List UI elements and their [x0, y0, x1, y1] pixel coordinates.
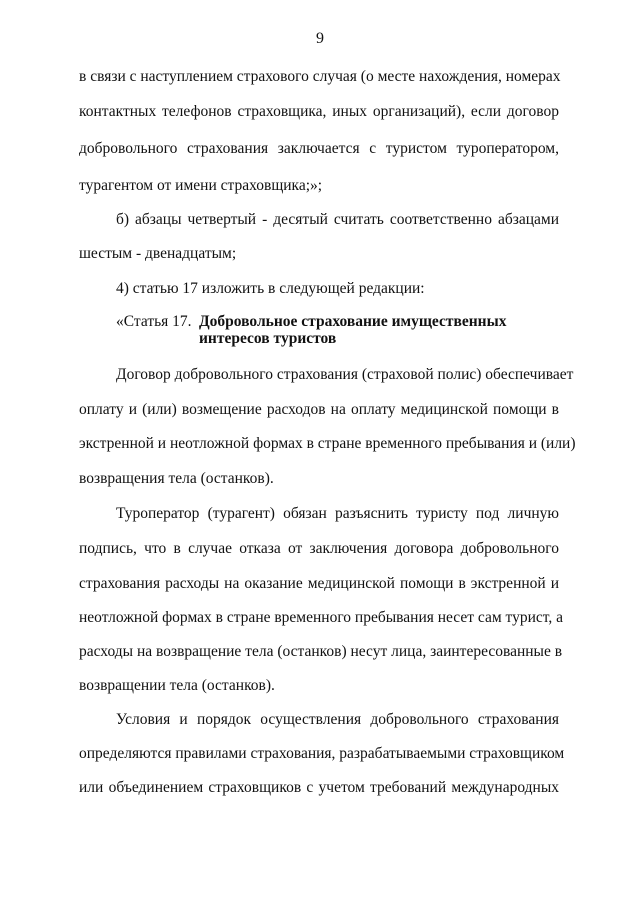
text-line: экстренной и неотложной формах в стране временного пребывания и (или): [79, 435, 576, 452]
text-line: 4) статью 17 изложить в следующей редакции:: [116, 280, 425, 297]
text-line: возвращении тела (останков).: [79, 677, 275, 694]
text-line: неотложной формах в стране временного пребывания несет сам турист, а: [79, 609, 564, 626]
text-line: шестым - двенадцатым;: [79, 245, 237, 262]
text-line: турагентом от имени страховщика;»;: [79, 177, 323, 194]
page-number: 9: [316, 30, 324, 47]
text-line: Условия и порядок осуществления добровольного страхования: [116, 711, 559, 728]
text-line: подпись, что в случае отказа от заключения договора добровольного: [79, 540, 559, 557]
text-line: контактных телефонов страховщика, иных организаций), если договор: [79, 103, 559, 120]
text-line: Туроператор (турагент) обязан разъяснить туристу под личную: [116, 505, 559, 522]
text-line: страхования расходы на оказание медицинской помощи в экстренной и: [79, 575, 559, 592]
text-line: определяются правилами страхования, разрабатываемыми страховщиком: [79, 745, 565, 762]
text-line: добровольного страхования заключается с туристом туроператором,: [79, 140, 559, 157]
text-line: Договор добровольного страхования (страховой полис) обеспечивает: [116, 366, 574, 383]
text-line: или объединением страховщиков с учетом требований международных: [79, 779, 559, 796]
text-line: в связи с наступлением страхового случая (о месте нахождения, номерах: [79, 68, 561, 85]
article-title-line: интересов туристов: [199, 330, 337, 347]
text-line: расходы на возвращение тела (останков) несут лица, заинтересованные в: [79, 643, 563, 660]
text-line: оплату и (или) возмещение расходов на оплату медицинской помощи в: [79, 401, 559, 418]
text-line: возвращения тела (останков).: [79, 470, 274, 487]
article-title-line: Добровольное страхование имущественных: [199, 313, 507, 330]
article-label: «Статья 17.: [116, 313, 192, 330]
text-line: б) абзацы четвертый - десятый считать соответственно абзацами: [116, 211, 559, 228]
